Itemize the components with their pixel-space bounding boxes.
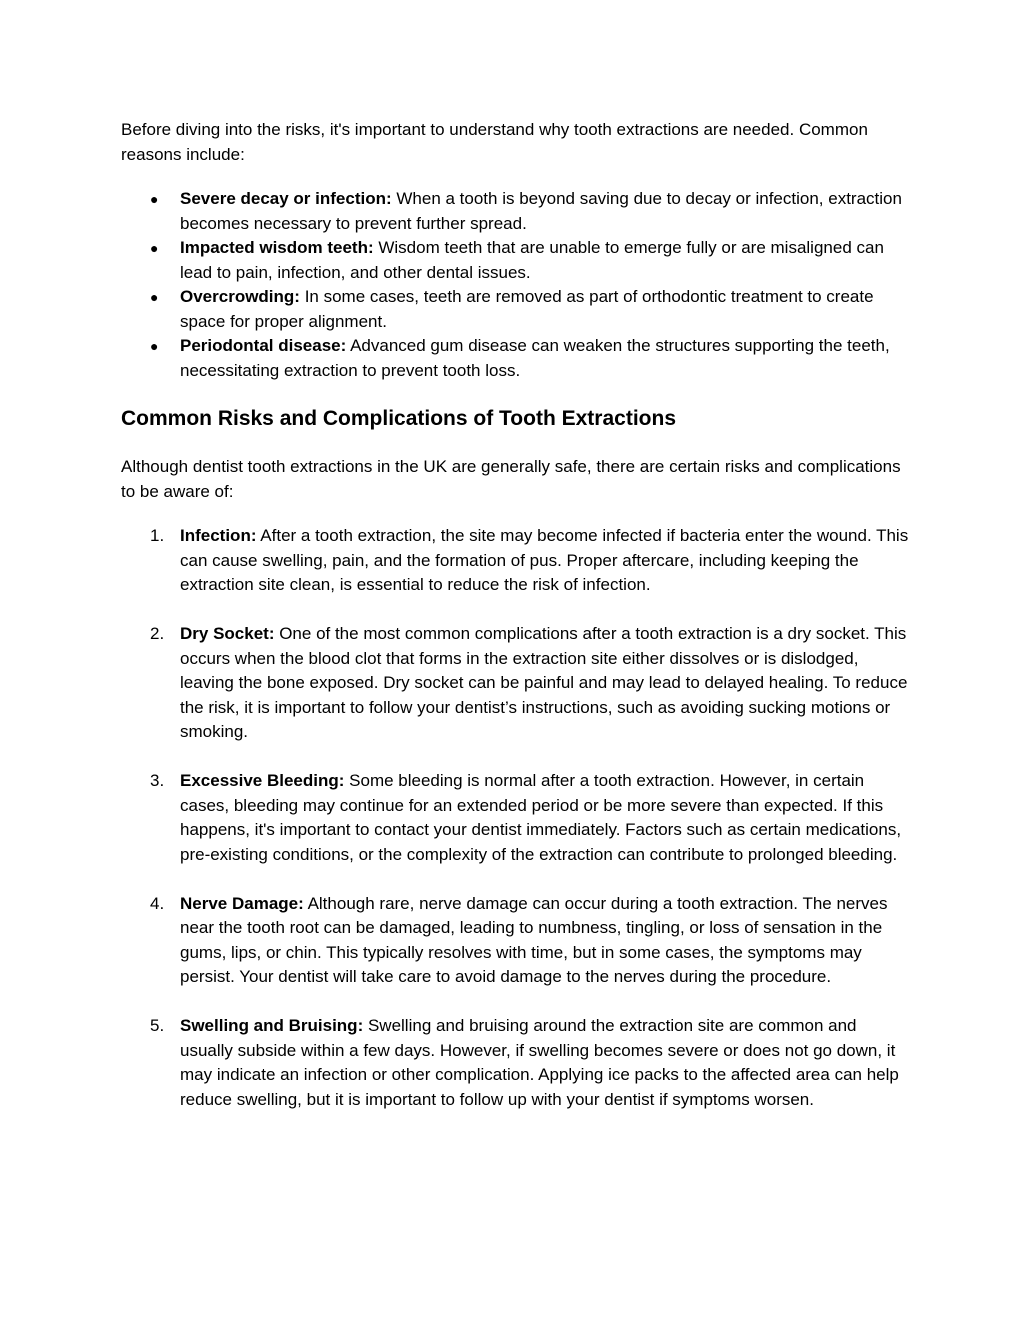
intro-paragraph: Before diving into the risks, it's important to understand why tooth extractions are needed. Common reasons include: (121, 120, 868, 164)
list-item (121, 285, 911, 334)
list-number: 5. (150, 1016, 165, 1035)
risks-list (121, 524, 911, 1112)
list-item (121, 1014, 911, 1112)
list-item (121, 769, 911, 867)
risk-term: Swelling and Bruising: (180, 1016, 364, 1035)
list-number: 3. (150, 771, 165, 790)
reason-text: In some cases, teeth are removed as part of orthodontic treatment to create space for proper alignment. (180, 287, 874, 331)
risk-text: One of the most common complications after a tooth extraction is a dry socket. This occurs when the blood clot that forms in the extraction site either dissolves or is dislodged, leaving the bone exposed. Dry socket can be painful and may lead to delayed healing. To reduce the risk, it is important to follow your dentist’s instructions, such as avoiding sucking motions or smoking. (180, 624, 908, 741)
risk-text: After a tooth extraction, the site may become infected if bacteria enter the wound. This can cause swelling, pain, and the formation of pus. Proper aftercare, including keeping the extraction site clean, is essential to reduce the risk of infection. (180, 526, 909, 594)
list-number: 1. (150, 526, 165, 545)
reason-term: Severe decay or infection: (180, 189, 392, 208)
reason-text: Advanced gum disease can weaken the structures supporting the teeth, necessitating extraction to prevent tooth loss. (180, 336, 890, 380)
list-number: 2. (150, 624, 165, 643)
bullet-icon: ● (150, 191, 159, 207)
list-item (121, 236, 911, 285)
risk-intro-paragraph: Although dentist tooth extractions in the UK are generally safe, there are certain risks and complications to be aware of: (121, 457, 901, 501)
bullet-icon: ● (150, 289, 159, 305)
section-heading: Common Risks and Complications of Tooth Extractions (121, 407, 676, 430)
list-item (121, 524, 911, 598)
reason-term: Periodontal disease: (180, 336, 347, 355)
list-item (121, 334, 911, 383)
list-item (121, 187, 911, 236)
list-item (121, 892, 911, 990)
bullet-icon: ● (150, 240, 159, 256)
risk-text: Swelling and bruising around the extraction site are common and usually subside within a few days. However, if swelling becomes severe or does not go down, it may indicate an infection or other complication. Applying ice packs to the affected area can help reduce swelling, but it is important to follow up with your dentist if symptoms worsen. (180, 1016, 899, 1109)
risk-term: Nerve Damage: (180, 893, 304, 913)
reasons-list (121, 187, 911, 383)
list-item (121, 622, 911, 745)
risk-term: Dry Socket: (180, 624, 275, 643)
reason-term: Overcrowding: (180, 287, 300, 306)
reason-term: Impacted wisdom teeth: (180, 238, 374, 257)
document-page (121, 118, 911, 1137)
risk-term: Excessive Bleeding: (180, 771, 345, 790)
risk-text: Some bleeding is normal after a tooth extraction. However, in certain cases, bleeding may continue for an extended period or be more severe than expected. If this happens, it's important to contact your dentist immediately. Factors such as certain medications, pre-existing conditions, or the complexity of the extraction can contribute to prolonged bleeding. (180, 771, 902, 864)
risk-term: Infection: (180, 526, 257, 545)
reason-text: Wisdom teeth that are unable to emerge fully or are misaligned can lead to pain, infection, and other dental issues. (180, 238, 884, 282)
list-number: 4. (150, 893, 165, 913)
reason-text: When a tooth is beyond saving due to decay or infection, extraction becomes necessary to prevent further spread. (180, 189, 902, 233)
bullet-icon: ● (150, 338, 159, 354)
risk-text: Although rare, nerve damage can occur during a tooth extraction. The nerves near the tooth root can be damaged, leading to numbness, tingling, or loss of sensation in the gums, lips, or chin. This typically resolves with time, but in some cases, the symptoms may persist. Your dentist will take care to avoid damage to the nerves during the procedure. (180, 893, 888, 986)
